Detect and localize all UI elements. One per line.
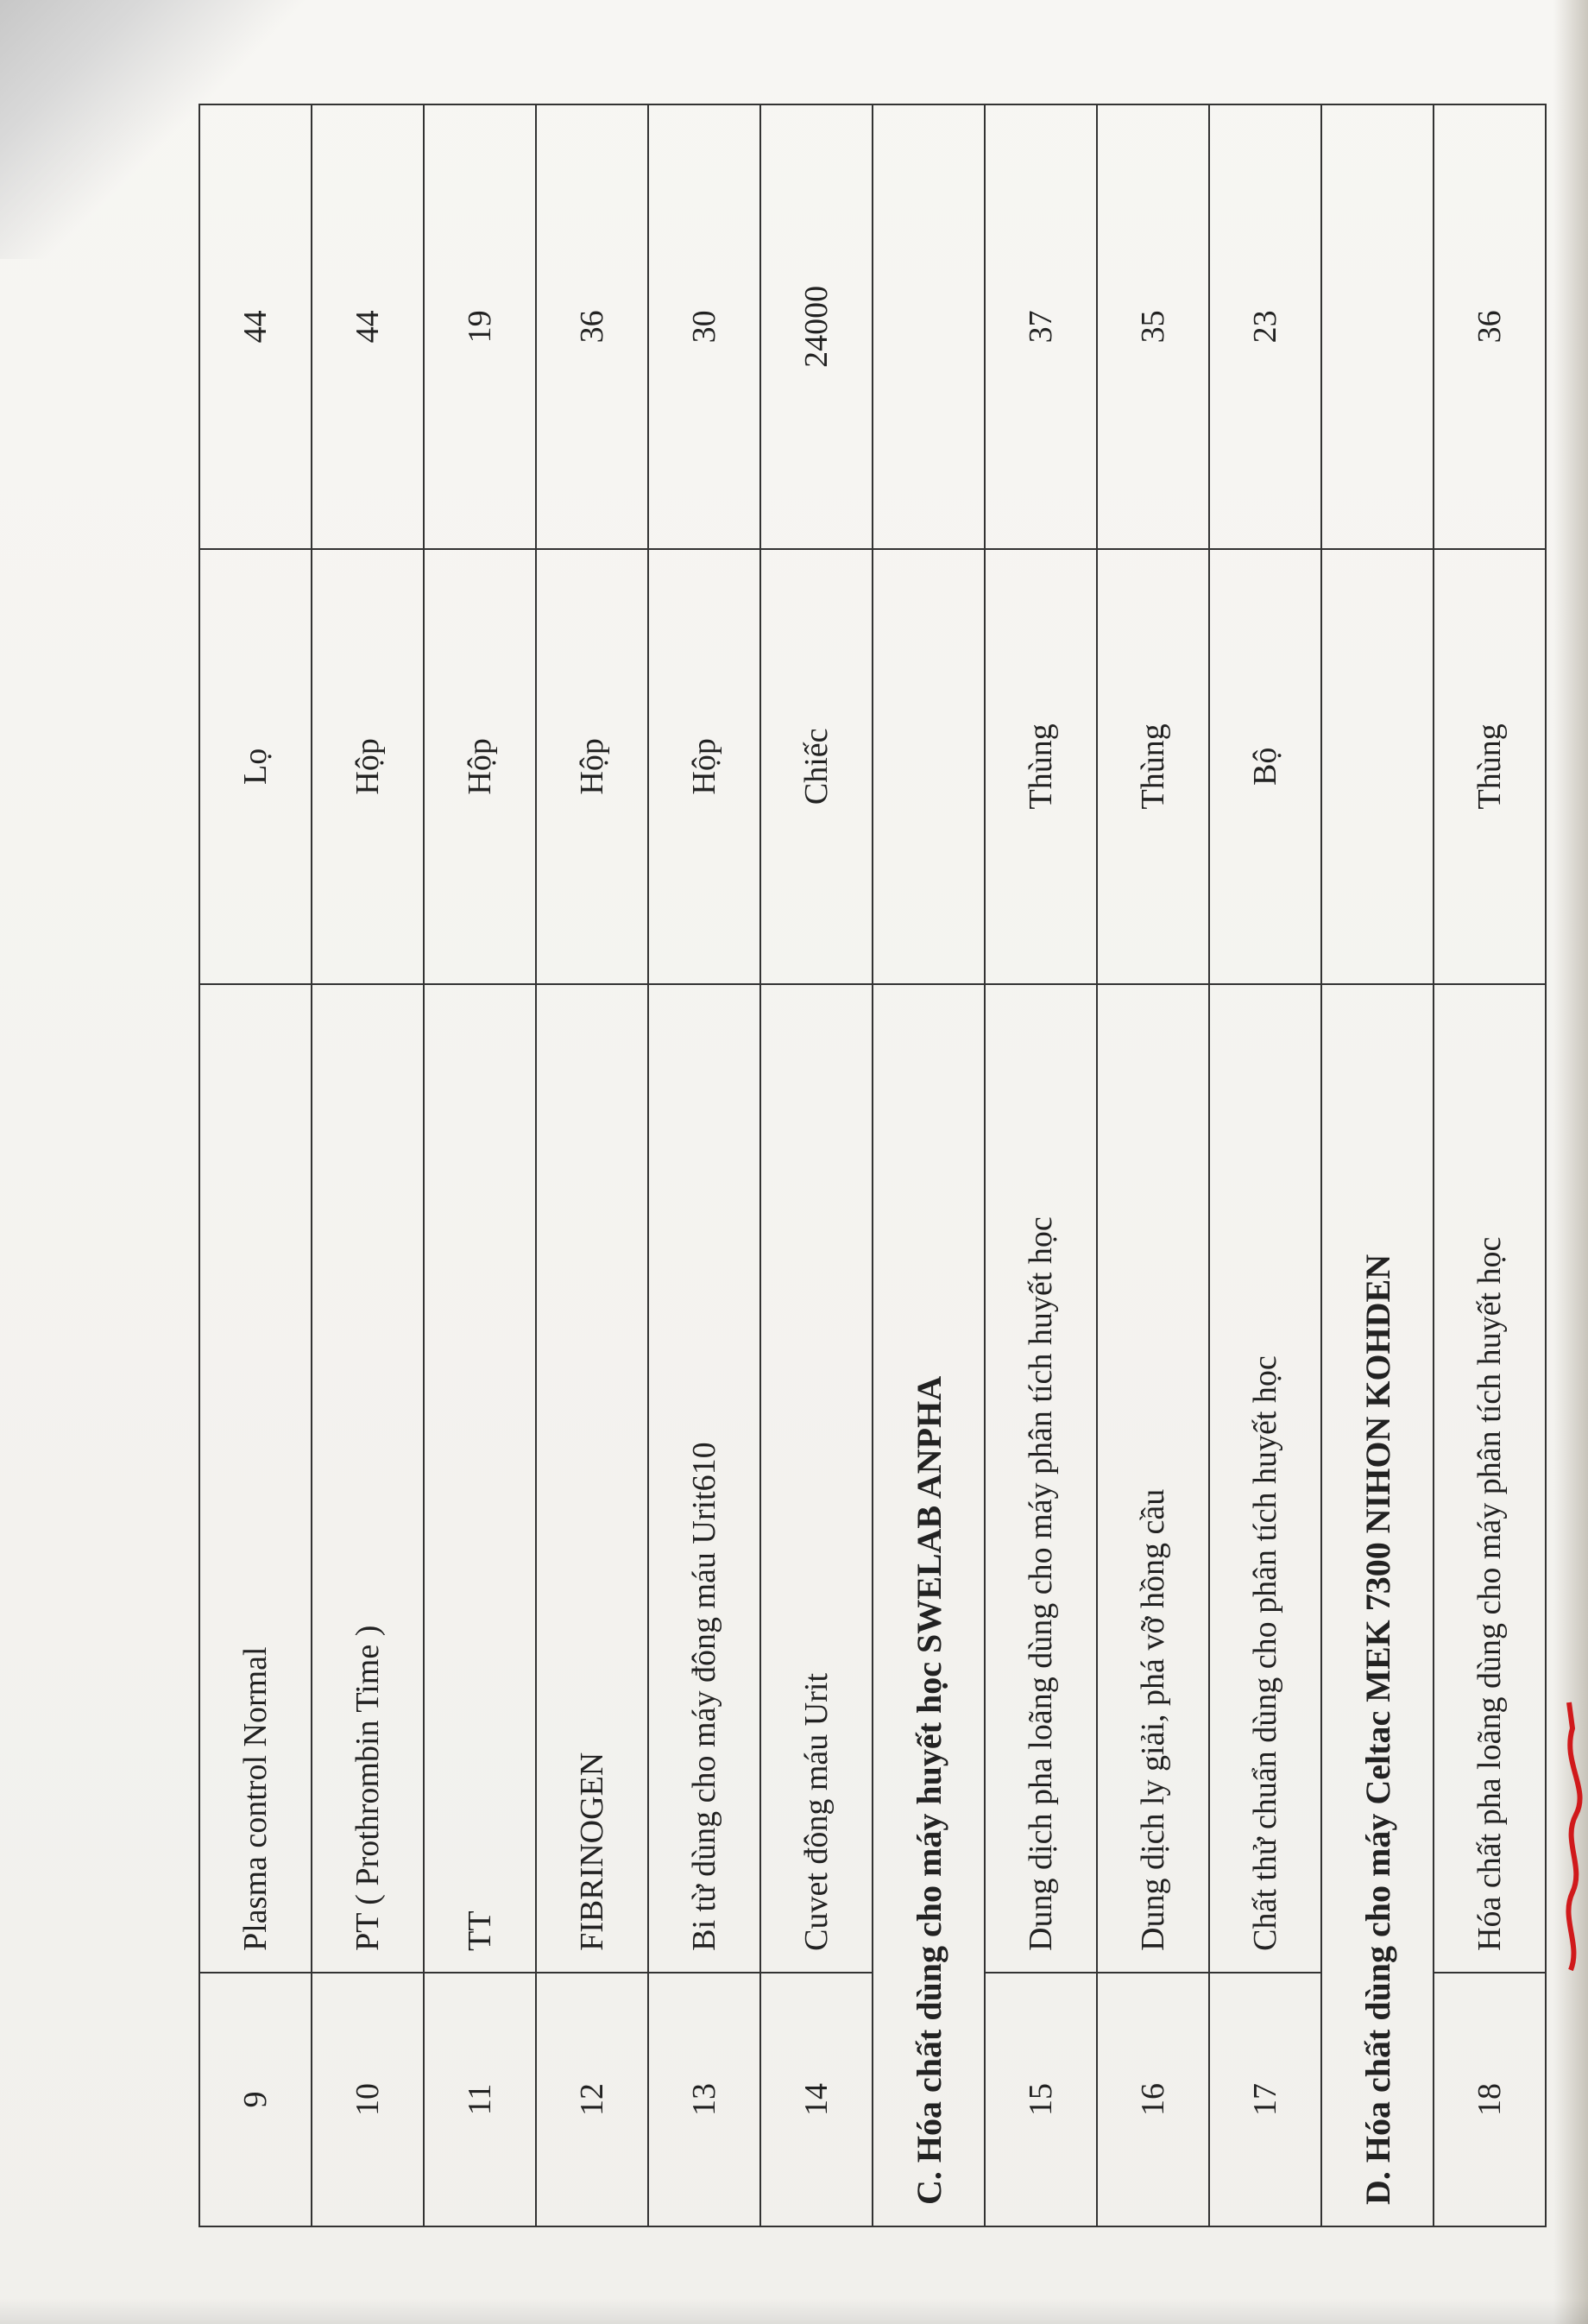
table-row: [199, 104, 312, 2226]
item-quantity: 37: [985, 104, 1097, 549]
supply-table: [198, 104, 1547, 2227]
table-row: [760, 104, 873, 2226]
row-number: 12: [536, 1973, 648, 2226]
item-quantity: 44: [199, 104, 312, 549]
empty-cell: [1321, 549, 1434, 984]
empty-cell: [1321, 104, 1434, 549]
row-number: 9: [199, 1973, 312, 2226]
item-name: Bi từ dùng cho máy đông máu Urit610: [648, 984, 760, 1973]
row-number: 13: [648, 1973, 760, 2226]
item-quantity: 23: [1209, 104, 1321, 549]
item-quantity: 19: [424, 104, 536, 549]
item-name: Dung dịch ly giải, phá vỡ hồng cầu: [1097, 984, 1209, 1973]
item-unit: Lọ: [199, 549, 312, 984]
empty-cell: [873, 549, 985, 984]
item-unit: Thùng: [1434, 549, 1546, 984]
item-name: PT ( Prothrombin Time ): [312, 984, 424, 1973]
item-unit: Hộp: [424, 549, 536, 984]
section-heading-d: D. Hóa chất dùng cho máy Celtac MEK 7300 NIHON KOHDEN: [1321, 984, 1434, 2226]
section-heading-c: C. Hóa chất dùng cho máy huyết học SWELAB ANPHA: [873, 984, 985, 2226]
item-quantity: 36: [536, 104, 648, 549]
item-unit: Hộp: [312, 549, 424, 984]
table-row: [985, 104, 1097, 2226]
item-name: Plasma control Normal: [199, 984, 312, 1973]
table-row: [312, 104, 424, 2226]
section-row: [873, 104, 985, 2226]
item-quantity: 35: [1097, 104, 1209, 549]
table-row: [1434, 104, 1546, 2226]
item-quantity: 36: [1434, 104, 1546, 549]
row-number: 18: [1434, 1973, 1546, 2226]
item-quantity: 44: [312, 104, 424, 549]
row-number: 11: [424, 1973, 536, 2226]
row-number: 10: [312, 1973, 424, 2226]
item-unit: Bộ: [1209, 549, 1321, 984]
page-edge-bottom: [0, 2298, 1588, 2324]
table-row: [1209, 104, 1321, 2226]
row-number: 17: [1209, 1973, 1321, 2226]
table-row: [536, 104, 648, 2226]
row-number: 14: [760, 1973, 873, 2226]
table-row: [1097, 104, 1209, 2226]
red-handwritten-mark: [1553, 1694, 1588, 1979]
item-name: Cuvet đông máu Urit: [760, 984, 873, 1973]
item-unit: Thùng: [1097, 549, 1209, 984]
item-name: FIBRINOGEN: [536, 984, 648, 1973]
item-name: Chất thử chuẩn dùng cho phân tích huyết học: [1209, 984, 1321, 1973]
section-row: [1321, 104, 1434, 2226]
item-quantity: 24000: [760, 104, 873, 549]
item-unit: Hộp: [536, 549, 648, 984]
item-unit: Thùng: [985, 549, 1097, 984]
item-unit: Hộp: [648, 549, 760, 984]
item-name: Dung dịch pha loãng dùng cho máy phân tích huyết học: [985, 984, 1097, 1973]
red-scribble-icon: [1553, 1694, 1588, 1979]
row-number: 15: [985, 1973, 1097, 2226]
empty-cell: [873, 104, 985, 549]
rotated-table-sheet: [198, 104, 1508, 2227]
table-row: [424, 104, 536, 2226]
table-row: [648, 104, 760, 2226]
item-quantity: 30: [648, 104, 760, 549]
item-name: Hóa chất pha loãng dùng cho máy phân tích huyết học: [1434, 984, 1546, 1973]
item-unit: Chiếc: [760, 549, 873, 984]
row-number: 16: [1097, 1973, 1209, 2226]
item-name: TT: [424, 984, 536, 1973]
